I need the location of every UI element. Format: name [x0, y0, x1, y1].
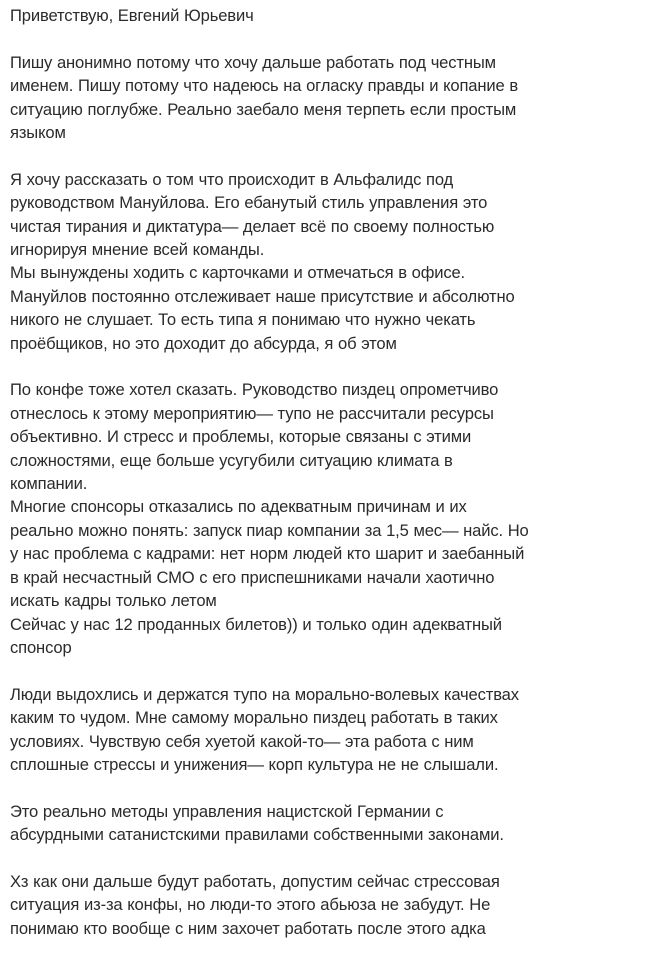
message-paragraphs — [10, 51, 646, 940]
text-line: Мы вынуждены ходить с карточками и отмечаться в офисе. — [10, 263, 466, 283]
message-paragraph — [10, 51, 646, 145]
text-line: ситуация из-за конфы, но люди-то этого абьюза не забудут. Не — [10, 895, 491, 915]
text-line: каким то чудом. Мне самому морально пиздец работать в таких — [10, 708, 498, 728]
message-paragraph — [10, 168, 646, 355]
text-line: игнорируя мнение всей команды. — [10, 240, 265, 260]
text-line: Хз как они дальше будут работать, допустим сейчас стрессовая — [10, 871, 500, 891]
text-line: сложностями, еще больше усугубили ситуацию климата в — [10, 450, 453, 470]
message-paragraph — [10, 870, 646, 940]
greeting-paragraph — [10, 4, 646, 27]
text-line: Мануйлов постоянно отслеживает наше присутствие и абсолютно — [10, 286, 515, 306]
text-line: Люди выдохлись и держатся тупо на морально-волевых качествах — [10, 684, 519, 704]
text-line: руководством Мануйлова. Его ебанутый стиль управления это — [10, 193, 488, 213]
text-line: компании. — [10, 474, 88, 494]
text-line: Многие спонсоры отказались по адекватным причинам и их — [10, 497, 467, 517]
text-line: искать кадры только летом — [10, 591, 217, 611]
text-line: Пишу анонимно потому что хочу дальше работать под честным — [10, 52, 496, 72]
text-line: Сейчас у нас 12 проданных билетов)) и только один адекватный — [10, 614, 502, 634]
text-line: условиях. Чувствую себя хуетой какой-то— эта работа с ним — [10, 731, 474, 751]
message-paragraph — [10, 800, 646, 847]
text-line: реально можно понять: запуск пиар компании за 1,5 мес— найс. Но — [10, 520, 529, 540]
text-line: чистая тирания и диктатура— делает всё по своему полностью — [10, 216, 495, 236]
greeting-line: Приветствую, Евгений Юрьевич — [10, 6, 254, 25]
text-line: По конфе тоже хотел сказать. Руководство пиздец опрометчиво — [10, 380, 499, 400]
text-line: Это реально методы управления нацистской Германии с — [10, 801, 444, 821]
text-line: языком — [10, 123, 66, 143]
text-line: никого не слушает. То есть типа я понимаю что нужно чекать — [10, 310, 476, 330]
text-line: именем. Пишу потому что надеюсь на огласку правды и копание в — [10, 76, 519, 96]
text-line: у нас проблема с кадрами: нет норм людей кто шарит и заебанный — [10, 544, 525, 564]
text-line: сплошные стрессы и унижения— корп культура не не слышали. — [10, 754, 499, 774]
text-line: отнеслось к этому мероприятию— тупо не рассчитали ресурсы — [10, 403, 494, 423]
text-line: ситуацию поглубже. Реально заебало меня терпеть если простым — [10, 99, 517, 119]
message-paragraph — [10, 378, 646, 659]
text-line: проёбщиков, но это доходит до абсурда, я об этом — [10, 333, 397, 353]
text-line: абсурдными сатанистскими правилами собственными законами. — [10, 825, 504, 845]
message-paragraph — [10, 683, 646, 777]
text-line: спонсор — [10, 637, 72, 657]
message-body — [10, 4, 646, 964]
text-line: понимаю кто вообще с ним захочет работать после этого адка — [10, 918, 486, 938]
text-line: объективно. И стресс и проблемы, которые связаны с этими — [10, 427, 472, 447]
text-line: Я хочу рассказать о том что происходит в Альфалидс под — [10, 169, 454, 189]
text-line: в край несчастный СМО с его приспешниками начали хаотично — [10, 567, 495, 587]
